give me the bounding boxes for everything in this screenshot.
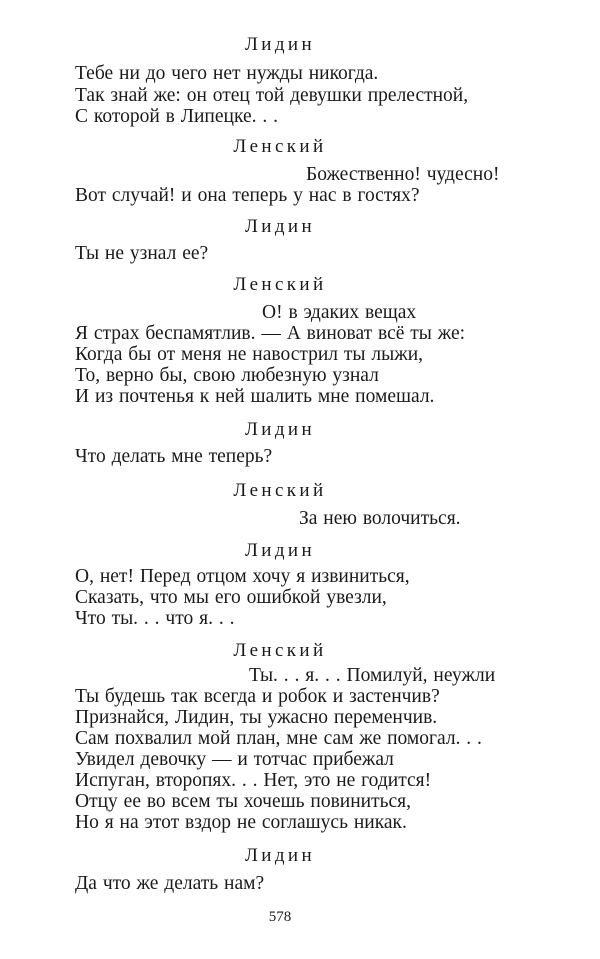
verse-line: Так знай же: он отец той девушки прелестной, [75,85,469,106]
verse-line: То, верно бы, свою любезную узнал [75,365,379,386]
speaker-name: Ленский [233,480,327,501]
verse-line: Божественно! чудесно! [306,164,500,185]
verse-line: Я страх беспамятлив. — А виноват всё ты же: [75,323,466,344]
verse-line: О, нет! Перед отцом хочу я извиниться, [75,566,410,587]
verse-line: Ты. . . я. . . Помилуй, неужли [249,665,496,686]
speaker-name: Лидин [244,845,316,866]
verse-line: Сам похвалил мой план, мне сам же помогал. . . [75,728,482,749]
speaker-name: Лидин [244,34,316,55]
speaker-name: Лидин [244,419,316,440]
speaker-name: Ленский [233,274,327,295]
verse-line: Ты не узнал ее? [75,243,209,264]
verse-line: Увидел девочку — и тотчас прибежал [75,749,394,770]
verse-line: За нею волочиться. [299,508,461,529]
verse-line: Признайся, Лидин, ты ужасно переменчив. [75,707,438,728]
page-number: 578 [268,909,292,925]
verse-line: Отцу ее во всем ты хочешь повиниться, [75,791,412,812]
speaker-name: Ленский [233,136,327,157]
verse-line: Испуган, второпях. . . Нет, это не годится! [75,770,432,791]
speaker-name: Лидин [244,540,316,561]
verse-line: О! в эдаких вещах [262,302,417,323]
speaker-name: Ленский [233,640,327,661]
verse-line: С которой в Липецке. . . [75,106,278,127]
verse-line: Что делать мне теперь? [75,446,273,467]
verse-line: Вот случай! и она теперь у нас в гостях? [75,185,420,206]
speaker-name: Лидин [244,216,316,237]
verse-line: Сказать, что мы его ошибкой увезли, [75,587,387,608]
verse-line: Когда бы от меня не навострил ты лыжи, [75,344,424,365]
verse-line: Ты будешь так всегда и робок и застенчив? [75,686,440,707]
verse-line: Тебе ни до чего нет нужды никогда. [75,63,379,84]
verse-line: И из почтенья к ней шалить мне помешал. [75,386,435,407]
verse-line: Да что же делать нам? [75,873,265,894]
verse-line: Что ты. . . что я. . . [75,608,235,629]
verse-line: Но я на этот вздор не соглашусь никак. [75,812,407,833]
